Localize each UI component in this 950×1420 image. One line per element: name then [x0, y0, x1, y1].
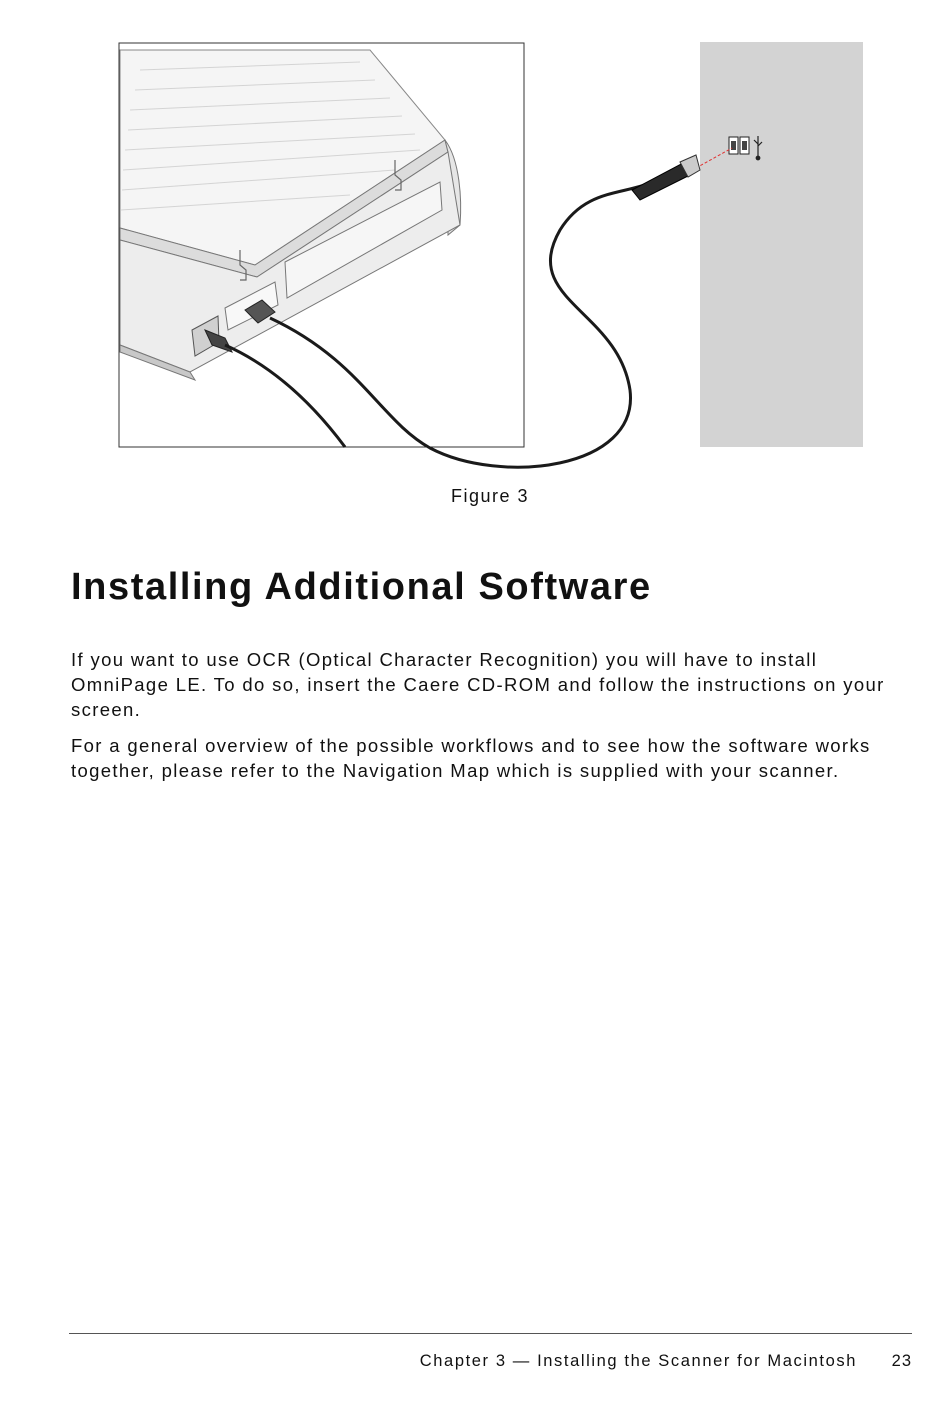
- figure-3-illustration: [0, 0, 950, 480]
- paragraph-ocr-install: If you want to use OCR (Optical Character Recognition) you will have to install OmniPage LE. To do so, insert the Caere CD-ROM and follow the instructions on your screen.: [71, 649, 885, 720]
- paragraph-navigation-map: For a general overview of the possible workflows and to see how the software works together, please refer to the Navigation Map which is supplied with your scanner.: [71, 735, 871, 781]
- computer-back-panel: [700, 42, 863, 447]
- section-heading: Installing Additional Software: [71, 566, 652, 608]
- page-number: 23: [891, 1352, 912, 1370]
- footer-chapter-title: Chapter 3 — Installing the Scanner for Macintosh: [419, 1352, 857, 1370]
- figure-caption: Figure 3: [450, 486, 530, 506]
- footer-divider: [69, 1333, 912, 1334]
- scanner-connection-drawing: [0, 0, 950, 480]
